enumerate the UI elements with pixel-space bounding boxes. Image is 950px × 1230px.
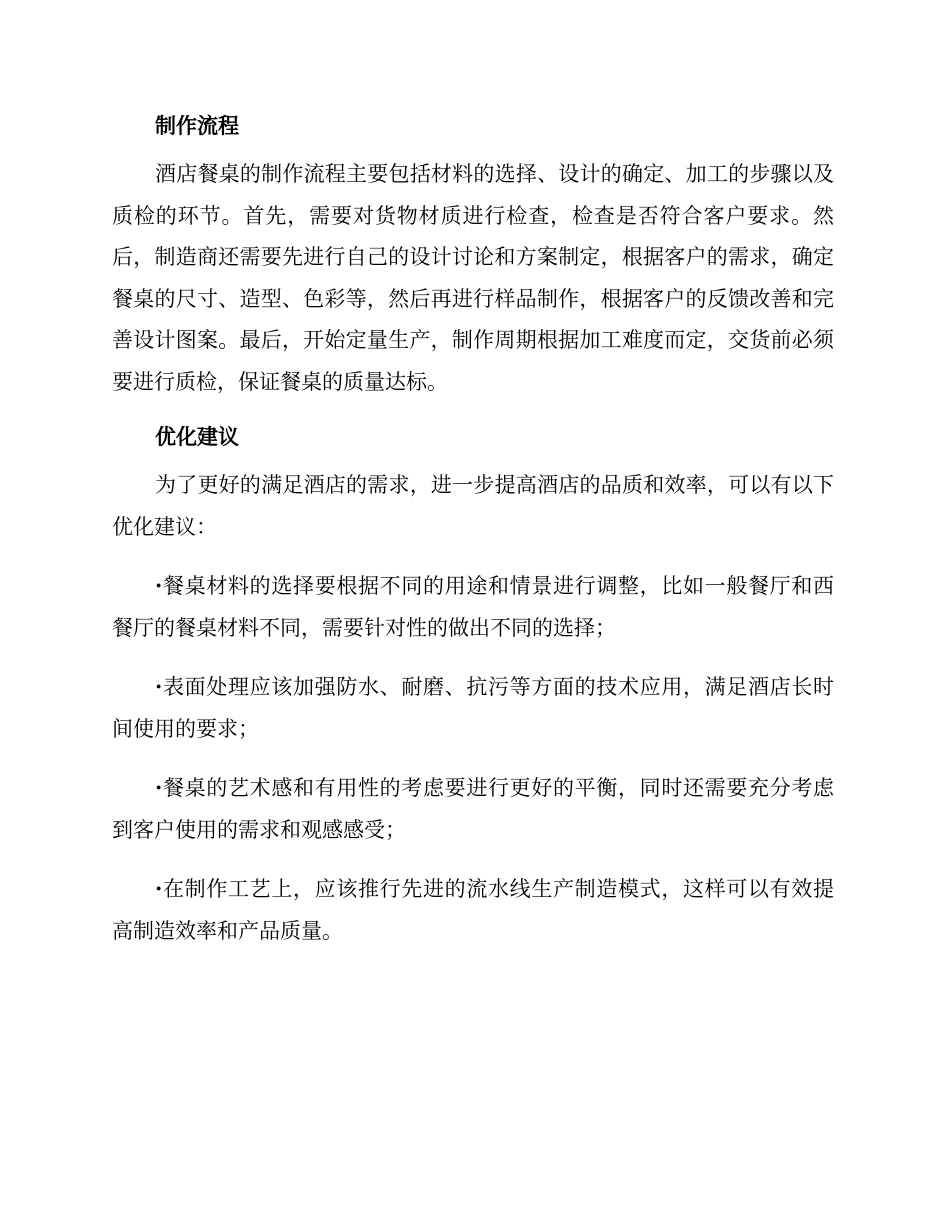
- bullet-mark: ·: [155, 573, 163, 598]
- production-process-paragraph: 酒店餐桌的制作流程主要包括材料的选择、设计的确定、加工的步骤以及质检的环节。首先，需要对货物材质进行检查，检查是否符合客户要求。然后，制造商还需要先进行自己的设计讨论和方案制定，根据客户的需求，确定餐桌的尺寸、造型、色彩等，然后再进行样品制作，根据客户的反馈改善和完善设计图案。最后，开始定量生产，制作周期根据加工难度而定，交货前必须要进行质检，保证餐桌的质量达标。: [112, 162, 834, 394]
- bullet-item: [112, 868, 834, 952]
- bullet-item: [112, 565, 834, 649]
- section-heading-production-process: 制作流程: [155, 114, 239, 138]
- bullet-text: 在制作工艺上，应该推行先进的流水线生产制造模式，这样可以有效提高制造效率和产品质量。: [112, 877, 834, 943]
- document-page: [112, 106, 834, 969]
- bullet-mark: ·: [155, 674, 163, 699]
- bullet-mark: ·: [155, 876, 163, 901]
- bullet-text: 餐桌的艺术感和有用性的考虑要进行更好的平衡，同时还需要充分考虑到客户使用的需求和观感感受；: [112, 776, 834, 842]
- optimization-intro-paragraph: 为了更好的满足酒店的需求，进一步提高酒店的品质和效率，可以有以下优化建议：: [112, 473, 834, 539]
- bullet-item: [112, 767, 834, 851]
- bullet-mark: ·: [155, 775, 163, 800]
- bullet-text: 表面处理应该加强防水、耐磨、抗污等方面的技术应用，满足酒店长时间使用的要求；: [112, 675, 834, 741]
- bullet-text: 餐桌材料的选择要根据不同的用途和情景进行调整，比如一般餐厅和西餐厅的餐桌材料不同，需要针对性的做出不同的选择；: [112, 574, 834, 640]
- bullet-item: [112, 666, 834, 750]
- section-heading-optimization: 优化建议: [155, 425, 239, 449]
